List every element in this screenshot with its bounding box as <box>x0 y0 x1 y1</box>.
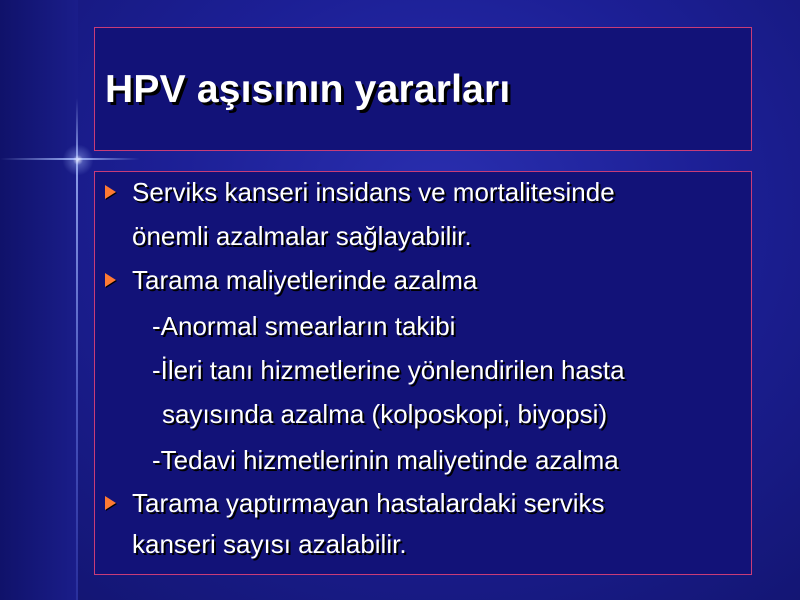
sub-item-1: -Anormal smearların takibi <box>152 311 456 341</box>
bullet-2-line-1: Tarama maliyetlerinde azalma <box>132 265 478 295</box>
sub-item-2-line-1: -İleri tanı hizmetlerine yönlendirilen hasta <box>152 355 625 385</box>
title-placeholder <box>94 27 752 151</box>
arrowhead-bullet-icon <box>105 185 116 199</box>
sub-item-2-line-2: sayısında azalma (kolposkopi, biyopsi) <box>162 399 608 429</box>
bullet-3-line-2: kanseri sayısı azalabilir. <box>132 529 407 559</box>
sparkle-icon <box>58 140 98 180</box>
arrowhead-bullet-icon <box>105 496 116 510</box>
slide-title: HPV aşısının yararları <box>105 68 511 111</box>
bullet-1-line-1: Serviks kanseri insidans ve mortalitesinde <box>132 177 615 207</box>
left-decorative-band <box>0 0 78 600</box>
sub-item-3: -Tedavi hizmetlerinin maliyetinde azalma <box>152 445 619 475</box>
bullet-1-line-2: önemli azalmalar sağlayabilir. <box>132 221 472 251</box>
arrowhead-bullet-icon <box>105 273 116 287</box>
bullet-3-line-1: Tarama yaptırmayan hastalardaki serviks <box>132 488 605 518</box>
content-placeholder <box>94 171 752 575</box>
